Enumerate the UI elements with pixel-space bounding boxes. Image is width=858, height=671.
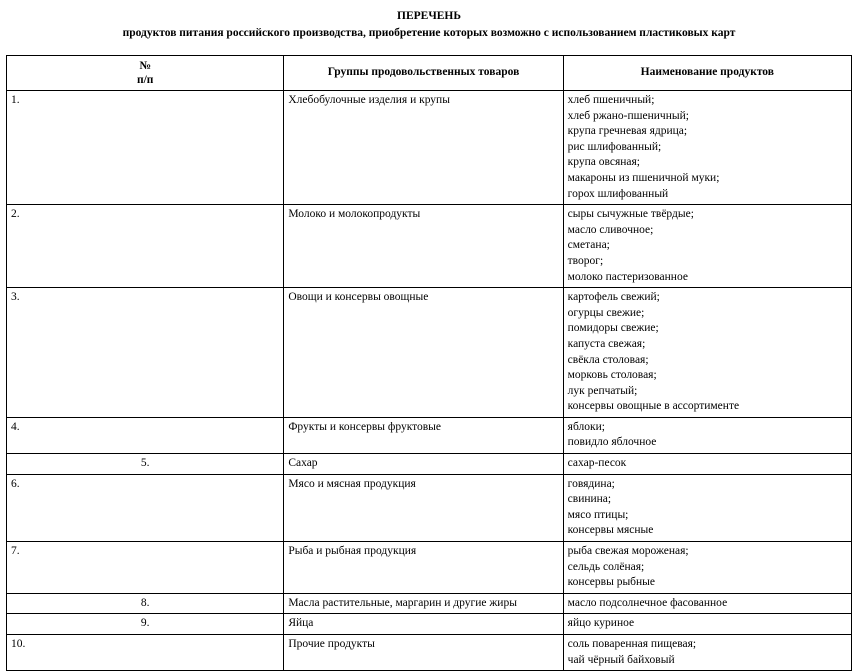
product-list [568, 290, 847, 415]
row-group-name: Фрукты и консервы фруктовые [284, 417, 563, 453]
product-list-item: крупа гречневая ядрица; [567, 125, 688, 138]
product-list-item: рис шлифованный; [567, 140, 662, 153]
row-products [563, 614, 851, 635]
table-row [7, 288, 852, 418]
row-products [563, 593, 851, 614]
table-row [7, 417, 852, 453]
product-list-item: сметана; [567, 239, 610, 252]
row-number: 9. [7, 614, 284, 635]
product-list-item: огурцы свежие; [567, 306, 645, 319]
product-list-item: чай чёрный байховый [567, 653, 675, 666]
product-list [568, 420, 847, 451]
product-list [568, 477, 847, 539]
table-row [7, 474, 852, 541]
table-header-row [7, 56, 852, 91]
page-title: ПЕРЕЧЕНЬ [397, 10, 461, 22]
row-group-name: Хлебобулочные изделия и крупы [284, 91, 563, 205]
product-list [568, 93, 847, 202]
product-list-item: помидоры свежие; [567, 322, 659, 335]
product-list-item: свинина; [567, 493, 612, 506]
row-products [563, 288, 851, 418]
row-number: 2. [7, 205, 284, 288]
product-list-item: свёкла столовая; [567, 353, 649, 366]
row-group-name: Рыба и рыбная продукция [284, 542, 563, 594]
table-row [7, 205, 852, 288]
row-number: 3. [7, 288, 284, 418]
row-number: 10. [7, 635, 284, 671]
product-list-item: соль поваренная пищевая; [567, 638, 697, 650]
product-list-item: молоко пастеризованное [567, 270, 688, 283]
row-group-name: Яйца [284, 614, 563, 635]
product-list-item: повидло яблочное [567, 436, 657, 449]
row-number: 7. [7, 542, 284, 594]
product-list [568, 456, 847, 472]
row-group-name: Масла растительные, маргарин и другие жиры [284, 593, 563, 614]
product-list-item: сыры сычужные твёрдые; [567, 208, 694, 221]
row-number: 1. [7, 91, 284, 205]
product-list-item: масло подсолнечное фасованное [567, 596, 728, 609]
row-products [563, 474, 851, 541]
page-subtitle: продуктов питания российского производства, приобретение которых возможно с использованием пластиковых карт [122, 27, 736, 39]
product-list-item: яйцо куриное [567, 617, 635, 630]
row-group-name: Прочие продукты [284, 635, 563, 671]
product-list-item: капуста свежая; [567, 337, 646, 350]
table-row [7, 542, 852, 594]
product-list [568, 207, 847, 285]
product-list-item: лук репчатый; [567, 384, 638, 397]
product-list-item: картофель свежий; [567, 291, 660, 304]
table-row [7, 454, 852, 475]
product-list-item: сахар-песок [567, 457, 627, 470]
row-products [563, 454, 851, 475]
product-list [568, 637, 847, 668]
row-group-name: Сахар [284, 454, 563, 475]
product-list [568, 616, 847, 632]
row-products [563, 417, 851, 453]
product-list-item: горох шлифованный [567, 187, 669, 200]
row-group-name: Мясо и мясная продукция [284, 474, 563, 541]
row-number: 4. [7, 417, 284, 453]
table-header [7, 56, 852, 91]
table-body [7, 91, 852, 671]
product-list-item: хлеб пшеничный; [567, 94, 655, 106]
product-list-item: яблоки; [567, 420, 605, 433]
product-list-item: творог; [567, 254, 604, 267]
product-list-item: морковь столовая; [567, 369, 657, 382]
product-list-item: сельдь солёная; [567, 560, 645, 573]
table-row [7, 593, 852, 614]
product-list-item: консервы овощные в ассортименте [567, 400, 740, 413]
row-products [563, 542, 851, 594]
product-list-item: консервы рыбные [567, 576, 656, 589]
food-products-table [6, 55, 852, 671]
product-list-item: масло сливочное; [567, 223, 654, 236]
product-list [568, 596, 847, 612]
product-list-item: консервы мясные [567, 524, 654, 537]
row-number: 8. [7, 593, 284, 614]
row-number: 5. [7, 454, 284, 475]
row-group-name: Овощи и консервы овощные [284, 288, 563, 418]
column-header-number [7, 56, 284, 91]
product-list-item: говядина; [567, 477, 615, 490]
table-row [7, 614, 852, 635]
product-list-item: макароны из пшеничной муки; [567, 171, 720, 184]
product-list [568, 544, 847, 591]
product-list-item: мясо птицы; [567, 508, 629, 521]
row-group-name: Молоко и молокопродукты [284, 205, 563, 288]
column-header-products: Наименование продуктов [563, 56, 851, 91]
product-list-item: хлеб ржано-пшеничный; [567, 109, 689, 122]
product-list-item: крупа овсяная; [567, 156, 640, 169]
table-row [7, 91, 852, 205]
column-header-number-line2: п/п [136, 74, 154, 86]
row-products [563, 91, 851, 205]
column-header-group: Группы продовольственных товаров [284, 56, 563, 91]
column-header-number-line1: № [139, 60, 151, 72]
row-number: 6. [7, 474, 284, 541]
row-products [563, 635, 851, 671]
row-products [563, 205, 851, 288]
table-row [7, 635, 852, 671]
product-list-item: рыба свежая мороженая; [567, 545, 689, 558]
